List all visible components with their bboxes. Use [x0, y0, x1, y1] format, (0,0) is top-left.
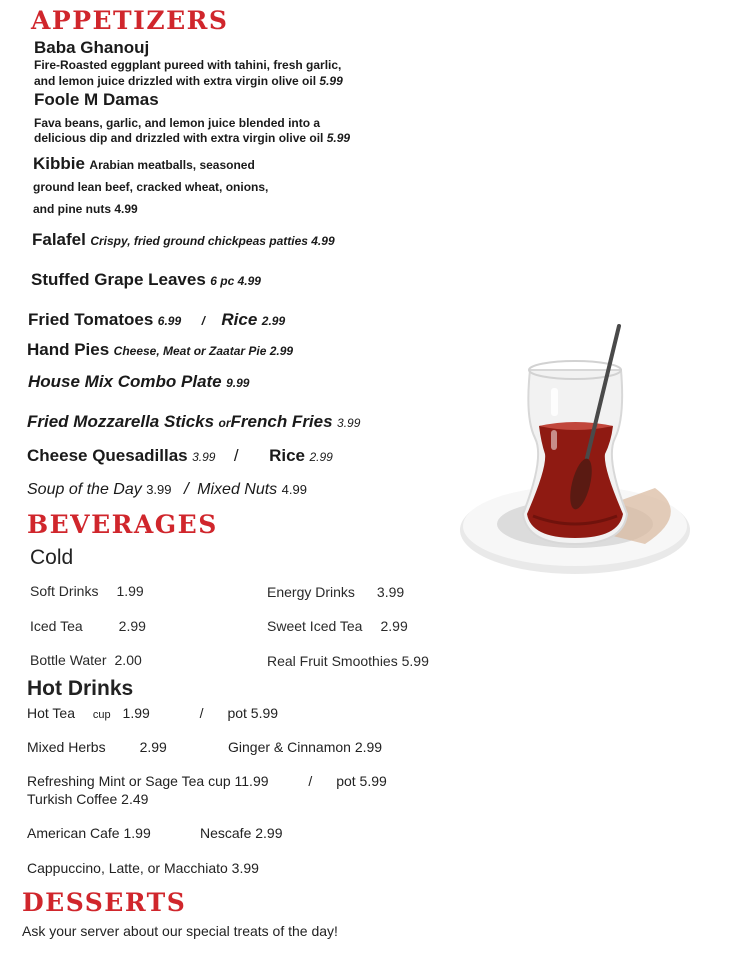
- grape-leaves-name: Stuffed Grape Leaves: [31, 270, 206, 289]
- appetizers-heading: APPETIZERS: [31, 6, 229, 35]
- iced-tea: Iced Tea 2.99: [30, 618, 146, 634]
- sweet-iced-tea: Sweet Iced Tea 2.99: [267, 618, 408, 634]
- baba-ghanouj-desc-2: and lemon juice drizzled with extra virgin olive oil 5.99: [34, 74, 343, 88]
- combo-name: House Mix Combo Plate: [28, 372, 222, 391]
- hand-pies-desc: Cheese, Meat or Zaatar Pie 2.99: [113, 344, 294, 358]
- soup-price: 3.99: [146, 482, 172, 497]
- fried-tomatoes-line: [28, 310, 285, 330]
- beverages-heading: BEVERAGES: [27, 510, 218, 539]
- soup-name: Soup of the Day: [27, 481, 142, 498]
- hand-pies-line: [27, 340, 293, 360]
- falafel-desc: Crispy, fried ground chickpeas patties 4.99: [90, 234, 335, 248]
- american-cafe: American Cafe 1.99: [27, 825, 151, 841]
- quesadillas-name: Cheese Quesadillas: [27, 446, 188, 465]
- or-text: or: [218, 416, 231, 430]
- fried-tomatoes-name: Fried Tomatoes: [28, 310, 154, 329]
- soup-line: [27, 479, 307, 499]
- hot-tea: Hot Tea cup 1.99 / pot 5.99: [27, 705, 279, 721]
- kibbie-desc-2: ground lean beef, cracked wheat, onions,: [33, 180, 269, 194]
- grape-leaves-line: [31, 270, 261, 290]
- separator: /: [233, 446, 239, 465]
- fried-tomatoes-price: 6.99: [157, 314, 182, 328]
- foole-price: 5.99: [326, 131, 351, 145]
- cappuccino: Cappuccino, Latte, or Macchiato 3.99: [27, 860, 259, 876]
- hand-pies-name: Hand Pies: [27, 340, 110, 359]
- grape-leaves-desc: 6 pc 4.99: [210, 274, 261, 288]
- separator: /: [201, 314, 205, 328]
- ginger-cinnamon: Ginger & Cinnamon 2.99: [228, 739, 383, 755]
- combo-price: 9.99: [226, 376, 250, 390]
- kibbie-line: [33, 154, 255, 174]
- smoothies: Real Fruit Smoothies 5.99: [267, 653, 429, 669]
- rice-price: 2.99: [261, 314, 286, 328]
- separator: /: [183, 479, 189, 498]
- foole-desc: Fava beans, garlic, and lemon juice blended into a: [34, 116, 321, 130]
- kibbie-name: Kibbie: [33, 154, 85, 173]
- foole-desc-2: delicious dip and drizzled with extra virgin olive oil 5.99: [34, 131, 351, 145]
- desserts-note: Ask your server about our special treats of the day!: [22, 923, 338, 939]
- mozzarella-name: Fried Mozzarella Sticks: [27, 412, 215, 431]
- turkish-coffee: Turkish Coffee 2.49: [27, 791, 149, 807]
- rice-name: Rice: [221, 310, 258, 329]
- quesadillas-rice-price: 2.99: [309, 450, 333, 464]
- kibbie-desc-3: and pine nuts 4.99: [33, 202, 138, 216]
- bottle-water: Bottle Water 2.00: [30, 652, 142, 668]
- mozzarella-line: [27, 412, 360, 432]
- nescafe: Nescafe 2.99: [200, 825, 283, 841]
- falafel-name: Falafel: [32, 230, 86, 249]
- mint-sage-tea: Refreshing Mint or Sage Tea cup 11.99 / pot 5.99: [27, 773, 387, 789]
- energy-drinks: Energy Drinks 3.99: [267, 584, 405, 600]
- combo-line: [28, 372, 249, 392]
- hot-drinks-subheading: Hot Drinks: [27, 677, 134, 700]
- quesadillas-rice-name: Rice: [269, 446, 306, 465]
- mixed-nuts-name: Mixed Nuts: [197, 481, 278, 498]
- baba-ghanouj-name: Baba Ghanouj: [34, 38, 150, 57]
- mixed-nuts-price: 4.99: [281, 482, 307, 497]
- soft-drinks: Soft Drinks 1.99: [30, 583, 144, 599]
- mixed-herbs: Mixed Herbs 2.99: [27, 739, 167, 755]
- turkish-tea-glass-icon: [455, 318, 695, 588]
- kibbie-desc: Arabian meatballs, seasoned: [89, 158, 255, 172]
- foole-name: Foole M Damas: [34, 90, 159, 109]
- baba-ghanouj-desc: Fire-Roasted eggplant pureed with tahini, fresh garlic,: [34, 58, 342, 72]
- quesadillas-price: 3.99: [192, 450, 216, 464]
- quesadillas-line: [27, 446, 333, 466]
- french-fries-name: French Fries: [230, 412, 333, 431]
- falafel-line: [32, 230, 335, 250]
- desserts-heading: DESSERTS: [22, 888, 187, 917]
- mozzarella-price: 3.99: [337, 416, 361, 430]
- baba-ghanouj-price: 5.99: [319, 74, 343, 88]
- cold-subheading: Cold: [30, 546, 74, 569]
